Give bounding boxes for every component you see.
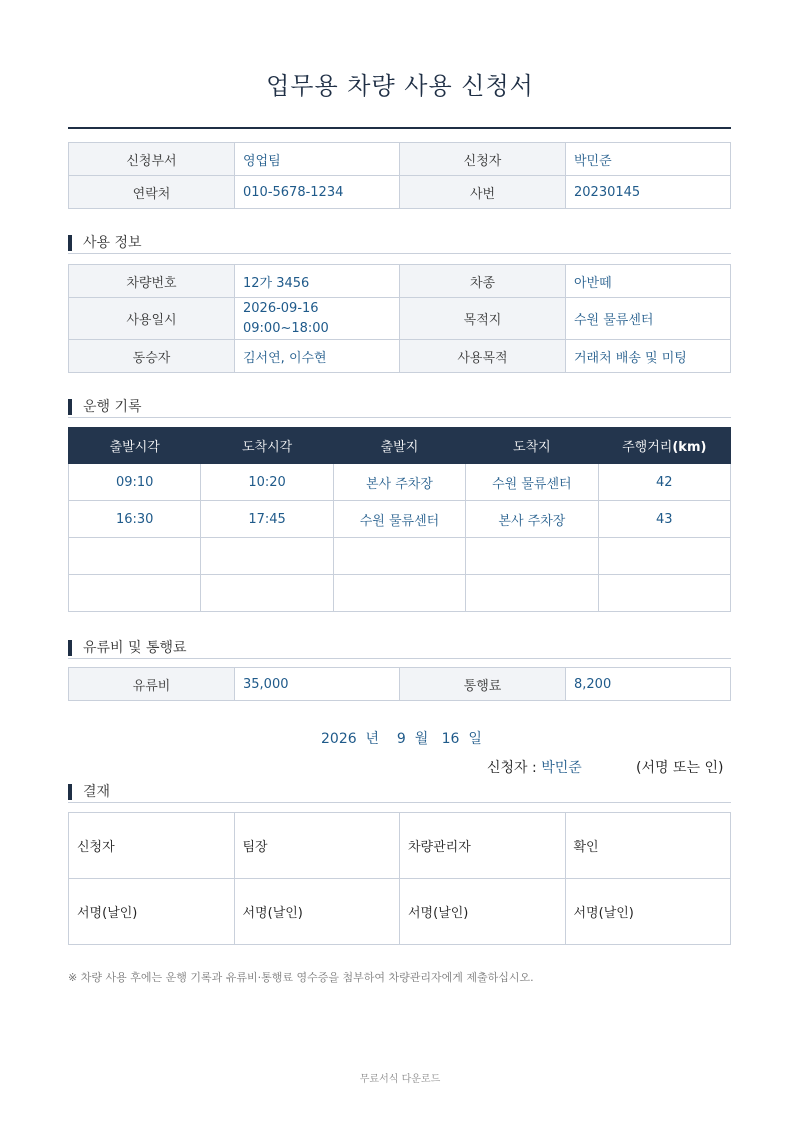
title-divider: [68, 127, 731, 129]
date-month-unit: 월: [414, 731, 429, 747]
usage-section-heading: [68, 234, 731, 254]
model-value: 아반떼: [566, 265, 731, 298]
signature-note: (서명 또는 인): [636, 760, 724, 776]
applicant-name-value: 박민준: [566, 143, 731, 176]
date-day-unit: 일: [468, 731, 482, 747]
plate-value: 12가 3456: [235, 265, 400, 298]
cost-table: [68, 667, 731, 701]
driving-log-table: [68, 427, 731, 612]
model-label: 차종: [400, 265, 566, 298]
log-cell: [466, 575, 598, 612]
approval-sign-box: 서명(날인): [400, 879, 566, 945]
signature-name: 박민준: [541, 760, 582, 776]
log-header-distance: [598, 428, 730, 464]
log-section-heading: [68, 398, 731, 418]
log-cell: 수원 물류센터: [466, 464, 598, 501]
toll-label: 통행료: [400, 668, 566, 701]
approval-section-heading: [68, 783, 731, 803]
section-marker: [68, 640, 72, 656]
usage-info-table: [68, 264, 731, 373]
log-cell: [598, 538, 730, 575]
date-year-unit: 년: [365, 731, 380, 747]
applicant-info-table: [68, 142, 731, 209]
section-marker: [68, 235, 72, 251]
signature-label: 신청자 :: [487, 760, 537, 776]
log-header-departure-time: 출발시각: [69, 428, 201, 464]
log-cell: [69, 538, 201, 575]
log-cell: 16:30: [69, 501, 201, 538]
log-cell: 17:45: [201, 501, 333, 538]
destination-value: 수원 물류센터: [566, 298, 731, 340]
approval-section-title: 결재: [83, 784, 111, 800]
log-cell: 본사 주차장: [333, 464, 465, 501]
log-header-origin: 출발지: [333, 428, 465, 464]
log-cell: 본사 주차장: [466, 501, 598, 538]
log-section-title: 운행 기록: [83, 399, 142, 415]
section-marker: [68, 399, 72, 415]
log-cell: [466, 538, 598, 575]
approval-sign-box: 서명(날인): [565, 879, 731, 945]
date-year: 2026: [321, 731, 357, 747]
log-header-destination: 도착지: [466, 428, 598, 464]
section-marker: [68, 784, 72, 800]
table-row: [69, 501, 731, 538]
log-cell: [69, 575, 201, 612]
log-cell: [333, 538, 465, 575]
log-cell: [201, 538, 333, 575]
dept-value: 영업팀: [235, 143, 400, 176]
toll-value: 8,200: [566, 668, 731, 701]
log-header-arrival-time: 도착시각: [201, 428, 333, 464]
approval-role: 팀장: [234, 813, 400, 879]
usage-date: 2026-09-16: [243, 300, 319, 316]
phone-label: 연락처: [69, 176, 235, 209]
datetime-label: 사용일시: [69, 298, 235, 340]
fuel-value: 35,000: [235, 668, 400, 701]
distance-header-unit: (km): [672, 440, 707, 455]
table-row: [69, 464, 731, 501]
cost-section-heading: [68, 639, 731, 659]
date-month: 9: [396, 731, 406, 747]
dept-label: 신청부서: [69, 143, 235, 176]
log-cell: [598, 575, 730, 612]
passengers-label: 동승자: [69, 340, 235, 373]
usage-time: 09:00~18:00: [243, 320, 329, 336]
date-day: 16: [441, 731, 460, 747]
approval-role: 신청자: [69, 813, 235, 879]
table-row: [69, 575, 731, 612]
purpose-label: 사용목적: [400, 340, 566, 373]
footnote: ※ 차량 사용 후에는 운행 기록과 유류비·통행료 영수증을 첨부하여 차량관리자에게 제출하십시오.: [68, 971, 534, 984]
log-cell: 수원 물류센터: [333, 501, 465, 538]
log-cell: 43: [598, 501, 730, 538]
approval-role: 차량관리자: [400, 813, 566, 879]
datetime-value: [235, 298, 400, 340]
footer-download-text: 무료서식 다운로드: [359, 1074, 441, 1085]
passengers-value: 김서연, 이수현: [235, 340, 400, 373]
log-cell: 42: [598, 464, 730, 501]
plate-label: 차량번호: [69, 265, 235, 298]
emp-no-value: 20230145: [566, 176, 731, 209]
table-row: [69, 538, 731, 575]
fuel-label: 유류비: [69, 668, 235, 701]
application-date: [321, 728, 482, 748]
emp-no-label: 사번: [400, 176, 566, 209]
log-cell: [201, 575, 333, 612]
approval-table: [68, 812, 731, 945]
log-cell: 10:20: [201, 464, 333, 501]
log-cell: [333, 575, 465, 612]
purpose-value: 거래처 배송 및 미팅: [566, 340, 731, 373]
approval-sign-box: 서명(날인): [69, 879, 235, 945]
destination-label: 목적지: [400, 298, 566, 340]
applicant-name-label: 신청자: [400, 143, 566, 176]
phone-value: 010-5678-1234: [235, 176, 400, 209]
approval-role: 확인: [565, 813, 731, 879]
distance-header-text: 주행거리: [622, 440, 673, 455]
applicant-signature-line: [487, 757, 724, 777]
cost-section-title: 유류비 및 통행료: [83, 640, 187, 656]
approval-sign-box: 서명(날인): [234, 879, 400, 945]
usage-section-title: 사용 정보: [83, 235, 142, 251]
document-title: 업무용 차량 사용 신청서: [266, 72, 534, 100]
log-cell: 09:10: [69, 464, 201, 501]
